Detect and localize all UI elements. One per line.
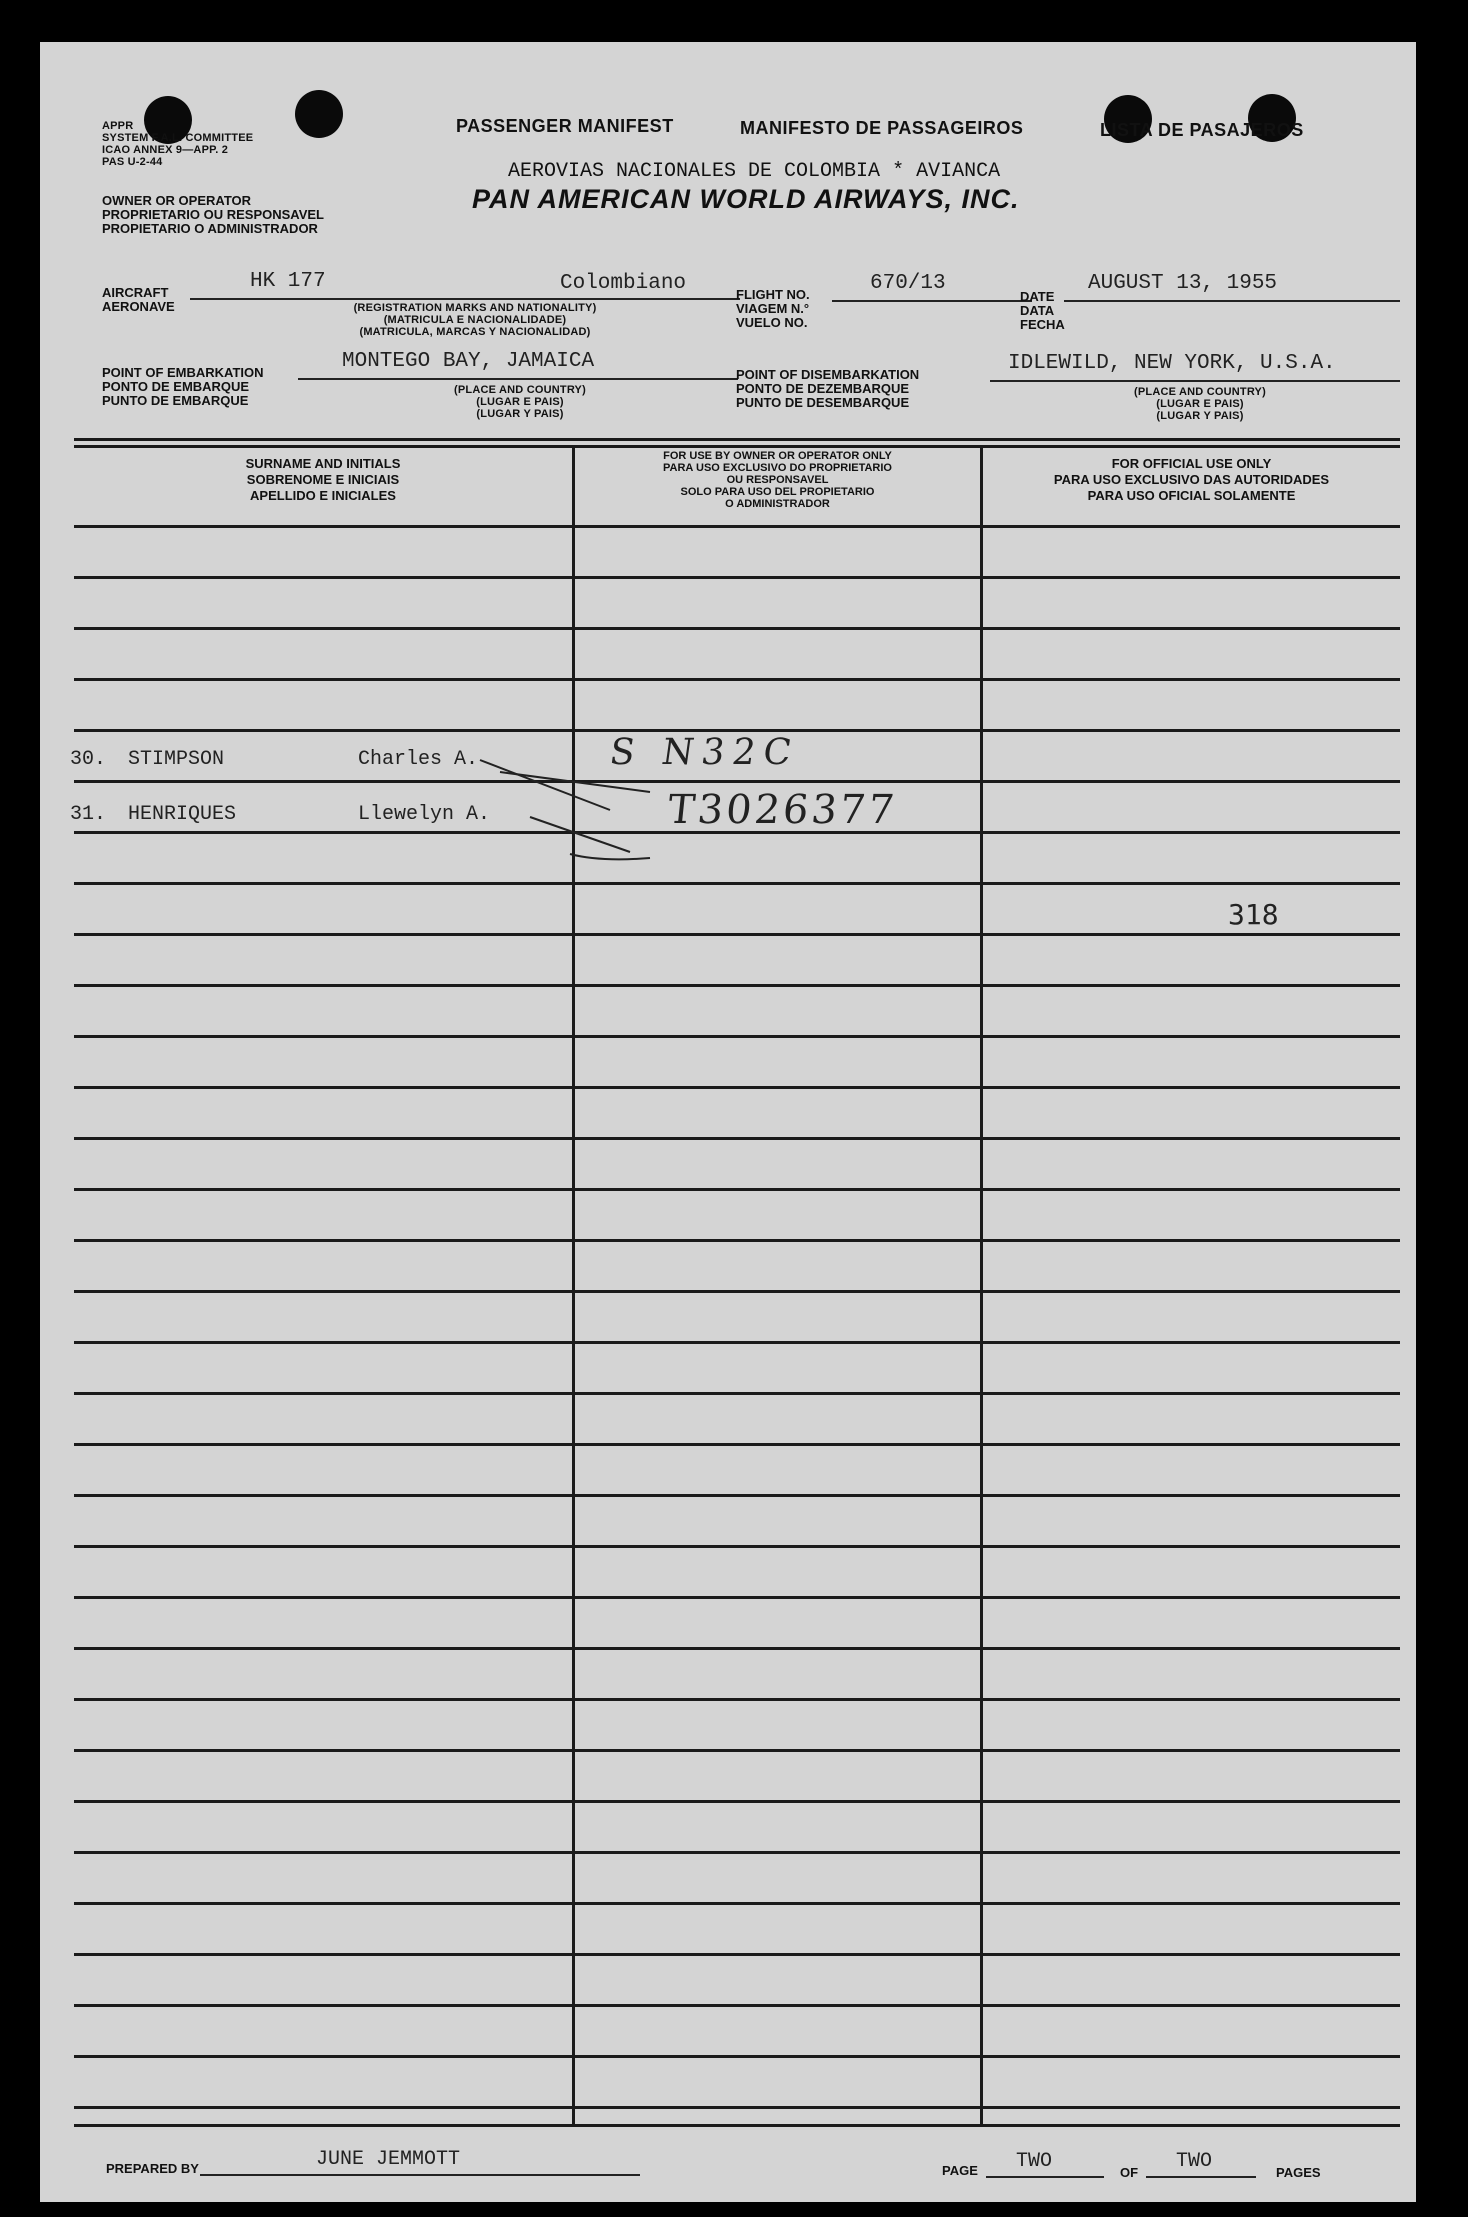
disembarkation-label-es: PUNTO DE DESEMBARQUE	[736, 395, 910, 410]
date-underline	[1064, 300, 1400, 302]
flight-label-en: FLIGHT NO.	[736, 287, 810, 302]
manifest-sheet	[40, 42, 1416, 2202]
row-rule	[74, 1035, 1400, 1038]
row-rule	[74, 1851, 1400, 1854]
row-rule	[74, 933, 1400, 936]
form-notes	[102, 120, 253, 168]
row-rule	[74, 1902, 1400, 1905]
flight-underline	[832, 300, 1032, 302]
flight-label-es: VUELO NO.	[736, 315, 808, 330]
row-rule	[74, 1647, 1400, 1650]
handwritten-note-30: S N32C	[607, 732, 802, 773]
row-rule	[74, 1749, 1400, 1752]
title-es: LISTA DE PASAJEROS	[1100, 120, 1304, 140]
aircraft-underline	[190, 298, 740, 300]
passenger-number: 31.	[70, 803, 107, 826]
col3-line-3: PARA USO OFICIAL SOLAMENTE	[1087, 488, 1296, 503]
disembarkation-underline	[990, 380, 1400, 382]
aircraft-sub-1: (REGISTRATION MARKS AND NATIONALITY)	[353, 302, 597, 314]
prepared-by-value: JUNE JEMMOTT	[316, 2148, 461, 2171]
form-note-3: ICAO ANNEX 9—APP. 2	[102, 144, 229, 156]
form-note-4: PAS U-2-44	[102, 156, 163, 168]
row-rule	[74, 1188, 1400, 1191]
owner-label	[102, 194, 324, 236]
row-rule	[74, 2004, 1400, 2007]
row-rule	[74, 678, 1400, 681]
column-header-surname	[74, 456, 572, 504]
aircraft-label-pt: AERONAVE	[102, 299, 175, 314]
operator-printed: PAN AMERICAN WORLD AIRWAYS, INC.	[472, 184, 1020, 214]
page-label: PAGE	[942, 2163, 978, 2178]
col2-line-3: OU RESPONSAVEL	[726, 474, 829, 486]
flight-value: 670/13	[870, 272, 946, 295]
row-rule	[74, 525, 1400, 528]
embarkation-value: MONTEGO BAY, JAMAICA	[342, 350, 595, 373]
row-rule	[74, 576, 1400, 579]
page-value: TWO	[1016, 2150, 1053, 2173]
aircraft-label-en: AIRCRAFT	[102, 285, 169, 300]
aircraft-sub-2: (MATRICULA E NACIONALIDADE)	[383, 314, 567, 326]
disembarkation-label	[736, 368, 919, 410]
official-note: 318	[1228, 898, 1279, 931]
col1-line-2: SOBRENOME E INICIAIS	[246, 472, 400, 487]
form-note-1: APPR	[102, 120, 134, 132]
passenger-surname: STIMPSON	[128, 748, 225, 771]
row-rule	[74, 1596, 1400, 1599]
punch-hole-2	[295, 90, 343, 138]
date-label	[1020, 290, 1065, 332]
row-rule	[74, 1341, 1400, 1344]
embarkation-label	[102, 366, 264, 408]
table-bottom-rule	[74, 2124, 1400, 2127]
flight-label	[736, 288, 810, 330]
col2-line-4: SOLO PARA USO DEL PROPIETARIO	[680, 486, 875, 498]
date-label-en: DATE	[1020, 289, 1055, 304]
col2-line-1: FOR USE BY OWNER OR OPERATOR ONLY	[663, 450, 892, 462]
row-rule	[74, 1443, 1400, 1446]
flight-label-pt: VIAGEM N.°	[736, 301, 810, 316]
row-rule	[74, 1086, 1400, 1089]
operator-typed: AEROVIAS NACIONALES DE COLOMBIA * AVIANCA	[508, 160, 1001, 183]
aircraft-nationality: Colombiano	[560, 272, 687, 295]
row-rule	[74, 1545, 1400, 1548]
embarkation-sub-1: (PLACE AND COUNTRY)	[454, 384, 586, 396]
table-top-rule-2	[74, 445, 1400, 448]
col1-line-1: SURNAME AND INITIALS	[245, 456, 401, 471]
page-underline	[986, 2176, 1104, 2178]
aircraft-value: HK 177	[250, 270, 326, 293]
row-rule	[74, 1392, 1400, 1395]
prepared-by-underline	[200, 2174, 640, 2176]
disembarkation-value: IDLEWILD, NEW YORK, U.S.A.	[1008, 352, 1336, 375]
col3-line-2: PARA USO EXCLUSIVO DAS AUTORIDADES	[1053, 472, 1330, 487]
col2-line-2: PARA USO EXCLUSIVO DO PROPRIETARIO	[663, 462, 892, 474]
pages-label: PAGES	[1276, 2165, 1321, 2180]
column-header-operator	[575, 450, 980, 510]
row-rule	[74, 1494, 1400, 1497]
aircraft-subtitles	[290, 302, 660, 338]
of-label: OF	[1120, 2165, 1139, 2180]
embarkation-sub-2: (LUGAR E PAIS)	[476, 396, 564, 408]
disembarkation-sub-2: (LUGAR E PAIS)	[1156, 398, 1244, 410]
disembarkation-sub-3: (LUGAR Y PAIS)	[1156, 410, 1244, 422]
title-pt: MANIFESTO DE PASSAGEIROS	[740, 118, 1024, 138]
date-value: AUGUST 13, 1955	[1088, 272, 1278, 295]
aircraft-sub-3: (MATRICULA, MARCAS Y NACIONALIDAD)	[359, 326, 591, 338]
prepared-by-label: PREPARED BY	[106, 2161, 199, 2176]
of-underline	[1146, 2176, 1256, 2178]
row-rule	[74, 2106, 1400, 2109]
row-rule	[74, 1698, 1400, 1701]
row-rule	[74, 1137, 1400, 1140]
row-rule	[74, 2055, 1400, 2058]
col2-line-5: O ADMINISTRADOR	[725, 498, 830, 510]
row-rule	[74, 1239, 1400, 1242]
owner-label-en: OWNER OR OPERATOR	[102, 193, 252, 208]
table-top-rule-1	[74, 438, 1400, 441]
col3-line-1: FOR OFFICIAL USE ONLY	[1111, 456, 1272, 471]
disembarkation-subtitles	[1100, 386, 1300, 422]
passenger-number: 30.	[70, 748, 107, 771]
column-divider-2	[980, 446, 983, 2126]
owner-label-pt: PROPRIETARIO OU RESPONSAVEL	[102, 207, 324, 222]
column-divider-1	[572, 446, 575, 2126]
of-value: TWO	[1176, 2150, 1213, 2173]
embarkation-subtitles	[420, 384, 620, 420]
owner-label-es: PROPIETARIO O ADMINISTRADOR	[102, 221, 318, 236]
date-label-es: FECHA	[1020, 317, 1065, 332]
column-header-official	[983, 456, 1400, 504]
date-label-pt: DATA	[1020, 303, 1055, 318]
disembarkation-label-en: POINT OF DISEMBARKATION	[736, 367, 920, 382]
row-rule	[74, 1290, 1400, 1293]
embarkation-label-pt: PONTO DE EMBARQUE	[102, 379, 250, 394]
passenger-surname: HENRIQUES	[128, 803, 237, 826]
aircraft-label	[102, 286, 175, 314]
row-rule	[74, 627, 1400, 630]
row-rule	[74, 1800, 1400, 1803]
embarkation-underline	[298, 378, 738, 380]
form-note-2: SYSTEM F.A.L. COMMITTEE	[102, 132, 254, 144]
disembarkation-sub-1: (PLACE AND COUNTRY)	[1134, 386, 1266, 398]
row-rule	[74, 1953, 1400, 1956]
passenger-given-name: Llewelyn A.	[358, 803, 491, 826]
disembarkation-label-pt: PONTO DE DEZEMBARQUE	[736, 381, 910, 396]
handwritten-note-31: T3026377	[665, 787, 900, 833]
passenger-given-name: Charles A.	[358, 748, 479, 771]
title-en: PASSENGER MANIFEST	[456, 116, 674, 136]
embarkation-label-es: PUNTO DE EMBARQUE	[102, 393, 249, 408]
embarkation-sub-3: (LUGAR Y PAIS)	[476, 408, 564, 420]
col1-line-3: APELLIDO E INICIALES	[250, 488, 396, 503]
embarkation-label-en: POINT OF EMBARKATION	[102, 365, 264, 380]
row-rule	[74, 984, 1400, 987]
